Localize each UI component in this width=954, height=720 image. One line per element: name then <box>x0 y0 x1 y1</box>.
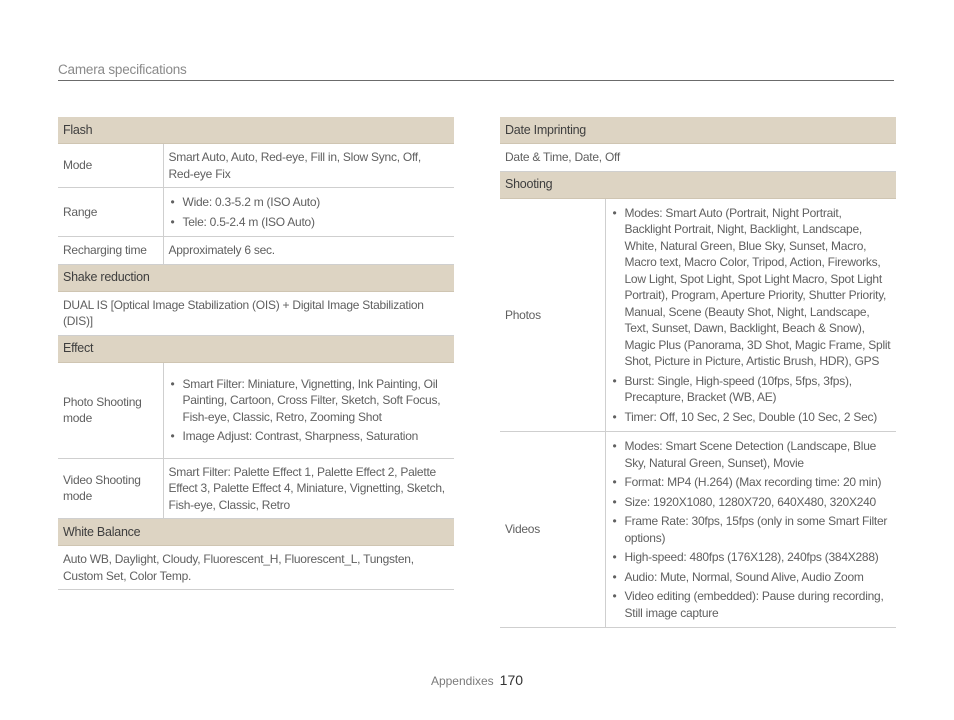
bullet-icon: • <box>612 409 617 424</box>
recharge-label: Recharging time <box>58 237 163 265</box>
photos-value <box>605 198 896 432</box>
photos-list <box>611 205 892 426</box>
list-item <box>611 409 892 426</box>
table-row <box>58 237 454 265</box>
bullet-icon: • <box>170 376 175 391</box>
photo-shooting-list <box>169 376 450 445</box>
table-row <box>58 291 454 335</box>
list-item <box>611 494 892 511</box>
flash-mode-value: Smart Auto, Auto, Red-eye, Fill in, Slow Sync, Off, Red-eye Fix <box>163 144 454 188</box>
shake-value: DUAL IS [Optical Image Stabilization (OIS) + Digital Image Stabilization (DIS)] <box>58 291 454 335</box>
photo-shooting-value <box>163 362 454 458</box>
page-number: 170 <box>499 672 524 688</box>
effect-title: Effect <box>58 335 454 362</box>
flash-title: Flash <box>58 117 454 144</box>
list-item <box>611 549 892 566</box>
flash-range-value <box>163 188 454 237</box>
right-spec-column <box>500 117 896 628</box>
video-shooting-value: Smart Filter: Palette Effect 1, Palette Effect 2, Palette Effect 3, Palette Effect 4, Miniature, Vignetting, Sketch, Fish-eye, Classic, Retro <box>163 458 454 519</box>
table-row <box>58 362 454 458</box>
flash-mode-label: Mode <box>58 144 163 188</box>
right-spec-table <box>500 117 896 628</box>
table-row <box>500 198 896 432</box>
date-section-header <box>500 117 896 144</box>
videos-list <box>611 438 892 621</box>
bullet-icon: • <box>170 429 175 443</box>
list-item <box>611 569 892 586</box>
date-title: Date Imprinting <box>500 117 896 144</box>
left-spec-column <box>58 117 454 590</box>
flash-section-header <box>58 117 454 144</box>
list-item-text: Tele: 0.5-2.4 m (ISO Auto) <box>182 214 315 229</box>
list-item-text: Modes: Smart Auto (Portrait, Night Portrait, Backlight Portrait, Night, Backlight, Landscape, White, Natural Green, Blue Sky, Sunset, Macro, Macro text, Macro Color, Tripod, Action, Fireworks, Low Light, Spot Light, Spot Light Macro, Spot Light Portrait), Program, Aperture Priority, Shutter Priority, Manual, Scene (Beauty Shot, Night, Landscape, Text, Sunset, Dawn, Backlight, Beach & Snow), Magic Plus (Panorama, 3D Shot, Magic Frame, Split Shot, Picture in Picture, Artistic Brush, HDR), GPS <box>624 205 891 368</box>
list-item <box>169 428 450 445</box>
bullet-icon: • <box>170 214 175 229</box>
list-item-text: Modes: Smart Scene Detection (Landscape, Blue Sky, Natural Green, Sunset), Movie <box>624 439 877 470</box>
list-item <box>611 205 892 370</box>
video-shooting-label: Video Shooting mode <box>58 458 163 519</box>
list-item-text: Size: 1920X1080, 1280X720, 640X480, 320X240 <box>624 494 876 509</box>
photos-label: Photos <box>500 198 605 432</box>
table-row <box>500 432 896 628</box>
list-item <box>169 376 450 426</box>
bullet-icon: • <box>612 439 617 453</box>
flash-range-label: Range <box>58 188 163 237</box>
list-item <box>611 474 892 491</box>
page-header: Camera specifications <box>58 60 894 81</box>
list-item-text: Audio: Mute, Normal, Sound Alive, Audio Zoom <box>624 569 864 584</box>
bullet-icon: • <box>612 475 617 489</box>
bullet-icon: • <box>612 569 617 584</box>
list-item-text: Burst: Single, High-speed (10fps, 5fps, 3fps), Precapture, Bracket (WB, AE) <box>624 373 852 404</box>
list-item-text: Smart Filter: Miniature, Vignetting, Ink Painting, Oil Painting, Cartoon, Cross Filter, Sketch, Soft Focus, Fish-eye, Classic, Retro, Zooming Shot <box>182 376 441 424</box>
videos-value <box>605 432 896 628</box>
list-item <box>169 194 450 211</box>
shooting-section-header <box>500 171 896 198</box>
flash-range-list <box>169 194 450 230</box>
bullet-icon: • <box>612 205 617 220</box>
list-item <box>169 214 450 231</box>
list-item <box>611 513 892 546</box>
table-row <box>58 546 454 590</box>
list-item <box>611 588 892 621</box>
shooting-title: Shooting <box>500 171 896 198</box>
recharge-value: Approximately 6 sec. <box>163 237 454 265</box>
wb-title: White Balance <box>58 519 454 546</box>
footer-section: Appendixes <box>430 674 494 688</box>
list-item <box>611 438 892 471</box>
table-row <box>58 458 454 519</box>
list-item-text: High-speed: 480fps (176X128), 240fps (384X288) <box>624 550 879 564</box>
date-value: Date & Time, Date, Off <box>500 144 896 172</box>
list-item-text: Timer: Off, 10 Sec, 2 Sec, Double (10 Sec, 2 Sec) <box>624 409 878 424</box>
wb-value: Auto WB, Daylight, Cloudy, Fluorescent_H, Fluorescent_L, Tungsten, Custom Set, Color Temp. <box>58 546 454 590</box>
page-footer <box>0 672 954 688</box>
shake-section-header <box>58 264 454 291</box>
photo-shooting-label: Photo Shooting mode <box>58 362 163 458</box>
bullet-icon: • <box>612 550 617 564</box>
table-row <box>58 188 454 237</box>
left-spec-table <box>58 117 454 590</box>
shake-title: Shake reduction <box>58 264 454 291</box>
bullet-icon: • <box>612 494 617 509</box>
list-item-text: Format: MP4 (H.264) (Max recording time: 20 min) <box>624 475 882 489</box>
list-item <box>611 373 892 406</box>
bullet-icon: • <box>612 589 617 603</box>
bullet-icon: • <box>612 514 617 528</box>
effect-section-header <box>58 335 454 362</box>
bullet-icon: • <box>170 195 175 209</box>
list-item-text: Image Adjust: Contrast, Sharpness, Saturation <box>182 429 419 443</box>
videos-label: Videos <box>500 432 605 628</box>
table-row <box>58 144 454 188</box>
wb-section-header <box>58 519 454 546</box>
table-row <box>500 144 896 172</box>
list-item-text: Video editing (embedded): Pause during recording, Still image capture <box>624 589 884 620</box>
list-item-text: Frame Rate: 30fps, 15fps (only in some Smart Filter options) <box>624 514 888 545</box>
bullet-icon: • <box>612 373 617 388</box>
list-item-text: Wide: 0.3-5.2 m (ISO Auto) <box>182 195 321 209</box>
